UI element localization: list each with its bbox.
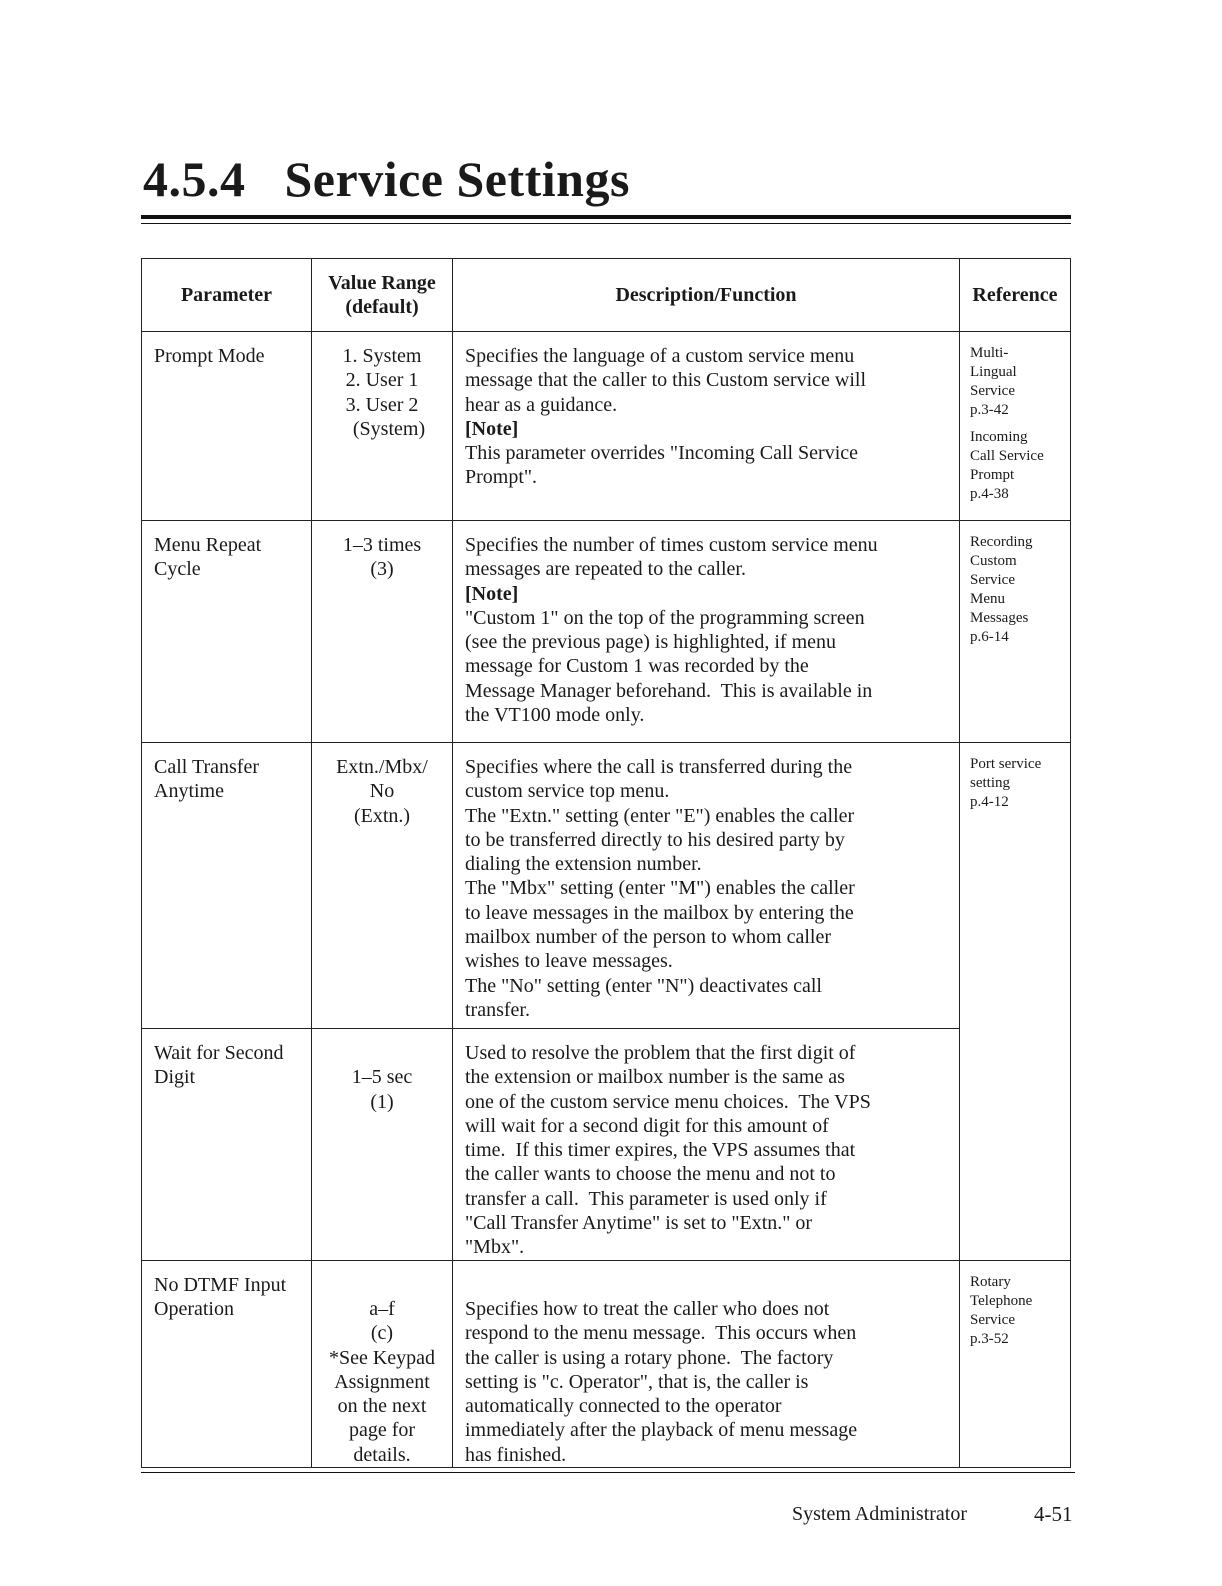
table-row [142,743,1071,1029]
text-line: messages are repeated to the caller. [465,558,746,581]
section-number: 4.5.4 [143,151,246,207]
text-line: Used to resolve the problem that the first digit of [465,1042,856,1064]
text-line: to be transferred directly to his desired party by [465,828,845,851]
text-line: "Custom 1" on the top of the programming screen [465,606,865,629]
parameter-cell [142,332,312,521]
text-line [316,1273,448,1297]
header-parameter: Parameter [142,259,312,332]
text-line: wishes to leave messages. [465,950,673,973]
text-line: Extn./Mbx/ [336,756,428,778]
text-line: Digit [154,1066,196,1089]
header-reference: Reference [960,259,1071,332]
text-line: page for [348,1419,416,1442]
table-header-row [142,259,1071,332]
text-line: p.3-52 [970,1330,1009,1347]
text-line: 1. System [342,345,422,367]
text-line: Specifies the number of times custom service menu [465,534,878,556]
table-row [142,521,1071,743]
text-line: "Mbx". [465,1236,525,1259]
text-line: the VT100 mode only. [465,704,645,727]
text-line: Specifies how to treat the caller who does not [465,1297,830,1320]
text-line: automatically connected to the operator [465,1395,782,1418]
text-line: will wait for a second digit for this amount of [465,1114,829,1137]
text-line: the extension or mailbox number is the same as [465,1066,845,1089]
text-line: Port service [970,756,1042,772]
table-row [142,1260,1071,1467]
text-line: details. [353,1443,411,1466]
text-line: p.3-42 [970,402,1009,418]
settings-table [141,258,1070,1468]
parameter-cell [142,521,312,743]
value-cell [312,332,453,521]
text-line: to leave messages in the mailbox by entering the [465,901,854,924]
text-line: setting is "c. Operator", that is, the caller is [465,1370,809,1393]
text-line: (System) [352,417,426,440]
text-line: No [369,780,395,803]
description-cell [453,1260,960,1467]
title-rule [141,215,1071,219]
page-number: 4-51 [1034,1502,1073,1526]
description-cell [453,332,960,521]
text-line: Recording [970,534,1033,550]
text-line: Telephone [970,1292,1033,1309]
text-line: (3) [370,558,394,581]
value-cell [312,1260,453,1467]
text-line: p.6-14 [970,629,1009,645]
text-line: time. If this timer expires, the VPS assumes that [465,1139,856,1162]
text-line: immediately after the playback of menu message [465,1419,858,1442]
text-line: setting [970,775,1010,791]
text-line: message for Custom 1 was recorded by the [465,655,809,678]
text-line: The "Mbx" setting (enter "M") enables the caller [465,877,855,900]
description-cell [453,521,960,743]
text-line: transfer. [465,998,530,1021]
text-line: The "Extn." setting (enter "E") enables the caller [465,804,855,827]
text-line: Operation [154,1297,234,1320]
text-line: Lingual [970,364,1017,380]
text-line: Multi- [970,345,1009,361]
text-line: (see the previous page) is highlighted, if menu [465,631,837,654]
text-line: (Extn.) [353,804,411,827]
text-line: 1–5 sec [351,1066,413,1089]
text-line: Call Service [970,448,1044,464]
header-value-range [312,259,453,332]
text-line: Rotary [970,1273,1011,1290]
reference-cell [960,332,1071,521]
text-line: This parameter overrides "Incoming Call Service [465,442,859,465]
text-line: *See Keypad [328,1346,436,1369]
text-line: Service [970,1311,1015,1328]
text-line: a–f [369,1297,395,1320]
text-line: Prompt Mode [154,345,265,367]
text-line: Service [970,383,1015,399]
reference-cell [960,1260,1071,1467]
page-title [143,150,630,208]
text-line: Value Range [328,271,436,294]
text-line: message that the caller to this Custom service will [465,369,867,392]
note-label: [Note] [465,582,519,605]
text-line: the caller is using a rotary phone. The factory [465,1346,834,1369]
text-line: Cycle [154,558,201,581]
reference-cell [960,743,1071,1261]
text-line: Menu [970,591,1005,607]
text-line: custom service top menu. [465,780,670,803]
text-line: Assignment [334,1370,430,1393]
text-line: Service [970,572,1015,588]
footer-title: System Administrator [792,1503,967,1525]
parameter-cell [142,1029,312,1261]
text-line: Menu Repeat [154,534,262,556]
header-description: Description/Function [453,259,960,332]
text-line: "Call Transfer Anytime" is set to "Extn." or [465,1212,813,1235]
parameter-cell [142,1260,312,1467]
text-line: on the next [337,1395,427,1418]
text-line: mailbox number of the person to whom caller [465,926,832,949]
text-line: p.4-38 [970,486,1009,502]
text-line: (default) [345,296,419,318]
text-line: one of the custom service menu choices. The VPS [465,1090,871,1113]
text-line: Wait for Second [154,1042,284,1064]
text-line: p.4-12 [970,794,1009,810]
section-title: Service Settings [284,151,630,207]
text-line: Message Manager beforehand. This is available in [465,679,873,702]
reference-cell [960,521,1071,743]
footer-rule [141,1472,1075,1473]
note-label: [Note] [465,417,519,440]
text-line: Messages [970,610,1029,626]
value-cell [312,743,453,1029]
text-line: hear as a guidance. [465,393,618,416]
text-line: dialing the extension number. [465,853,702,876]
title-rule-thin [141,223,1071,224]
value-cell [312,521,453,743]
text-line: Specifies the language of a custom service menu [465,345,855,367]
text-line: Incoming [970,429,1028,445]
text-line: The "No" setting (enter "N") deactivates call [465,974,822,997]
text-line: 2. User 1 [345,369,419,392]
text-line [465,1273,953,1297]
text-line: (c) [370,1322,394,1345]
description-cell [453,1029,960,1261]
text-line: Prompt". [465,466,538,489]
text-line: transfer a call. This parameter is used only if [465,1187,827,1210]
text-line: 1–3 times [342,534,422,556]
text-line: Specifies where the call is transferred during the [465,756,853,778]
text-line: Anytime [154,780,224,803]
description-cell [453,743,960,1029]
value-cell [312,1029,453,1261]
table-row [142,332,1071,521]
text-line: (1) [370,1090,394,1113]
text-line [316,1041,448,1065]
text-line: the caller wants to choose the menu and not to [465,1163,836,1186]
text-line: Call Transfer [154,756,259,778]
text-line: Custom [970,553,1017,569]
table-row [142,1029,1071,1261]
text-line: Prompt [970,467,1015,483]
parameter-cell [142,743,312,1029]
text-line: has finished. [465,1443,567,1466]
text-line: No DTMF Input [154,1273,287,1296]
text-line: 3. User 2 [345,393,419,416]
text-line: respond to the menu message. This occurs when [465,1322,857,1345]
